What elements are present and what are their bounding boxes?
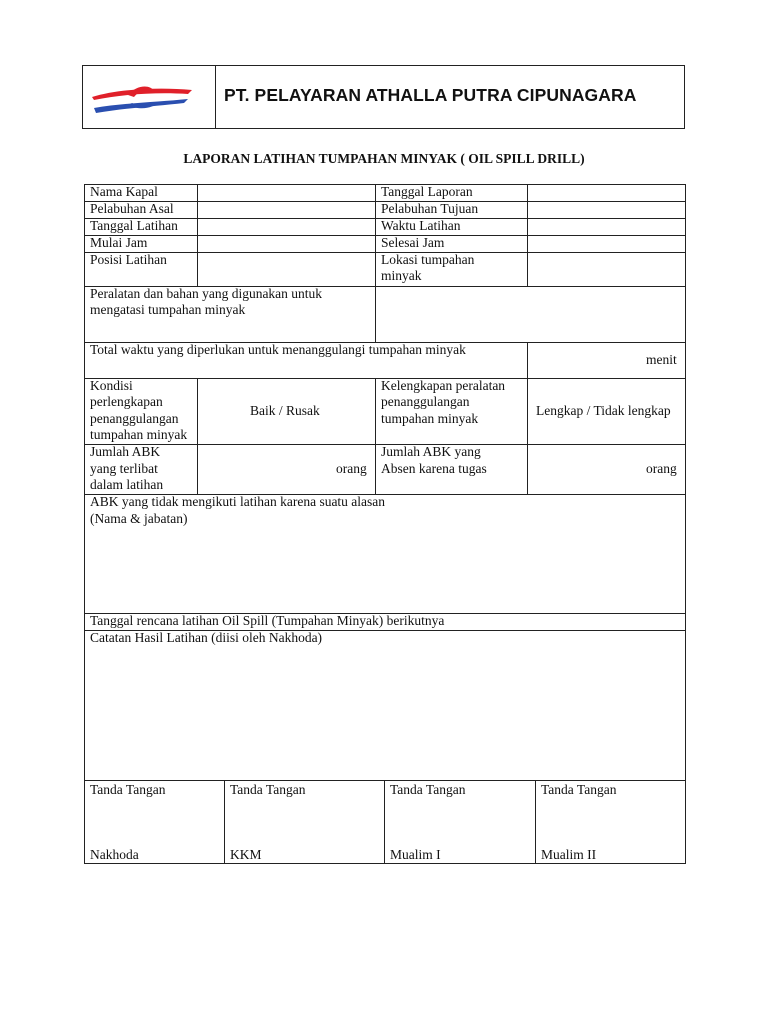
- label-mulai-jam: Mulai Jam: [90, 235, 148, 250]
- field-lokasi-tumpahan[interactable]: [528, 253, 684, 285]
- field-selesai-jam[interactable]: [528, 236, 684, 252]
- signature-label: Tanda Tangan: [541, 782, 617, 797]
- field-abk-absen[interactable]: [528, 445, 638, 493]
- signature-role-kkm: KKM: [230, 847, 262, 862]
- field-peralatan[interactable]: [376, 287, 684, 341]
- label-kelengkapan-2: penanggulangan: [381, 394, 470, 409]
- signature-role-mualim-2: Mualim II: [541, 847, 597, 862]
- label-total-waktu: Total waktu yang diperlukan untuk menanggulangi tumpahan minyak: [90, 342, 466, 357]
- label-lokasi-tumpahan-2: minyak: [381, 268, 422, 283]
- label-kondisi-2: perlengkapan: [90, 394, 163, 409]
- label-tanggal-rencana: Tanggal rencana latihan Oil Spill (Tumpahan Minyak) berikutnya: [90, 613, 445, 628]
- field-total-waktu[interactable]: [528, 343, 638, 377]
- header-divider: [215, 65, 216, 129]
- label-posisi-latihan: Posisi Latihan: [90, 252, 167, 267]
- label-tanggal-latihan: Tanggal Latihan: [90, 218, 178, 233]
- company-logo-icon: [88, 75, 200, 120]
- field-waktu-latihan[interactable]: [528, 219, 684, 235]
- label-abk-absen: Jumlah ABK yang: [381, 444, 481, 459]
- field-nama-kapal[interactable]: [198, 185, 374, 201]
- label-abk-tidak-ikut: ABK yang tidak mengikuti latihan karena suatu alasan: [90, 494, 386, 509]
- label-lokasi-tumpahan: Lokasi tumpahan: [381, 252, 475, 267]
- field-jumlah-abk[interactable]: [198, 445, 332, 493]
- label-abk-tidak-ikut-2: (Nama & jabatan): [90, 511, 188, 526]
- label-peralatan: Peralatan dan bahan yang digunakan untuk: [90, 286, 323, 301]
- field-tanggal-laporan[interactable]: [528, 185, 684, 201]
- label-kondisi: Kondisi: [90, 378, 133, 393]
- signature-label: Tanda Tangan: [90, 782, 166, 797]
- signature-box-kkm[interactable]: [225, 800, 383, 845]
- label-kelengkapan-3: tumpahan minyak: [381, 411, 479, 426]
- field-posisi-latihan[interactable]: [198, 253, 374, 285]
- document-title: LAPORAN LATIHAN TUMPAHAN MINYAK ( OIL SPILL DRILL): [183, 151, 585, 166]
- field-mulai-jam[interactable]: [198, 236, 374, 252]
- label-kondisi-3: penanggulangan: [90, 411, 179, 426]
- field-tanggal-latihan[interactable]: [198, 219, 374, 235]
- label-pelabuhan-tujuan: Pelabuhan Tujuan: [381, 201, 479, 216]
- option-lengkap[interactable]: Lengkap / Tidak lengkap: [536, 403, 671, 418]
- option-baik-rusak[interactable]: Baik / Rusak: [250, 403, 320, 418]
- label-kondisi-4: tumpahan minyak: [90, 427, 188, 442]
- unit-menit: menit: [646, 352, 677, 367]
- field-pelabuhan-tujuan[interactable]: [528, 202, 684, 218]
- field-abk-tidak-ikut[interactable]: [85, 530, 684, 612]
- label-peralatan-2: mengatasi tumpahan minyak: [90, 302, 246, 317]
- unit-orang: orang: [646, 461, 677, 476]
- label-pelabuhan-asal: Pelabuhan Asal: [90, 201, 174, 216]
- signature-box-mualim-1[interactable]: [385, 800, 534, 845]
- label-catatan: Catatan Hasil Latihan (diisi oleh Nakhoda): [90, 630, 323, 645]
- signature-box-mualim-2[interactable]: [536, 800, 684, 845]
- field-catatan[interactable]: [85, 648, 684, 779]
- label-selesai-jam: Selesai Jam: [381, 235, 445, 250]
- signature-label: Tanda Tangan: [390, 782, 466, 797]
- company-name: PT. PELAYARAN ATHALLA PUTRA CIPUNAGARA: [224, 85, 637, 105]
- label-kelengkapan: Kelengkapan peralatan: [381, 378, 506, 393]
- field-pelabuhan-asal[interactable]: [198, 202, 374, 218]
- label-jumlah-abk: Jumlah ABK: [90, 444, 161, 459]
- signature-role-mualim-1: Mualim I: [390, 847, 441, 862]
- label-waktu-latihan: Waktu Latihan: [381, 218, 461, 233]
- col-line: [375, 378, 376, 494]
- signature-label: Tanda Tangan: [230, 782, 306, 797]
- label-nama-kapal: Nama Kapal: [90, 184, 158, 199]
- label-tanggal-laporan: Tanggal Laporan: [381, 184, 473, 199]
- row-line: [84, 780, 686, 781]
- label-jumlah-abk-3: dalam latihan: [90, 477, 164, 492]
- signature-role-nakhoda: Nakhoda: [90, 847, 139, 862]
- label-jumlah-abk-2: yang terlibat: [90, 461, 158, 476]
- signature-box-nakhoda[interactable]: [85, 800, 223, 845]
- unit-orang: orang: [336, 461, 367, 476]
- label-abk-absen-2: Absen karena tugas: [381, 461, 487, 476]
